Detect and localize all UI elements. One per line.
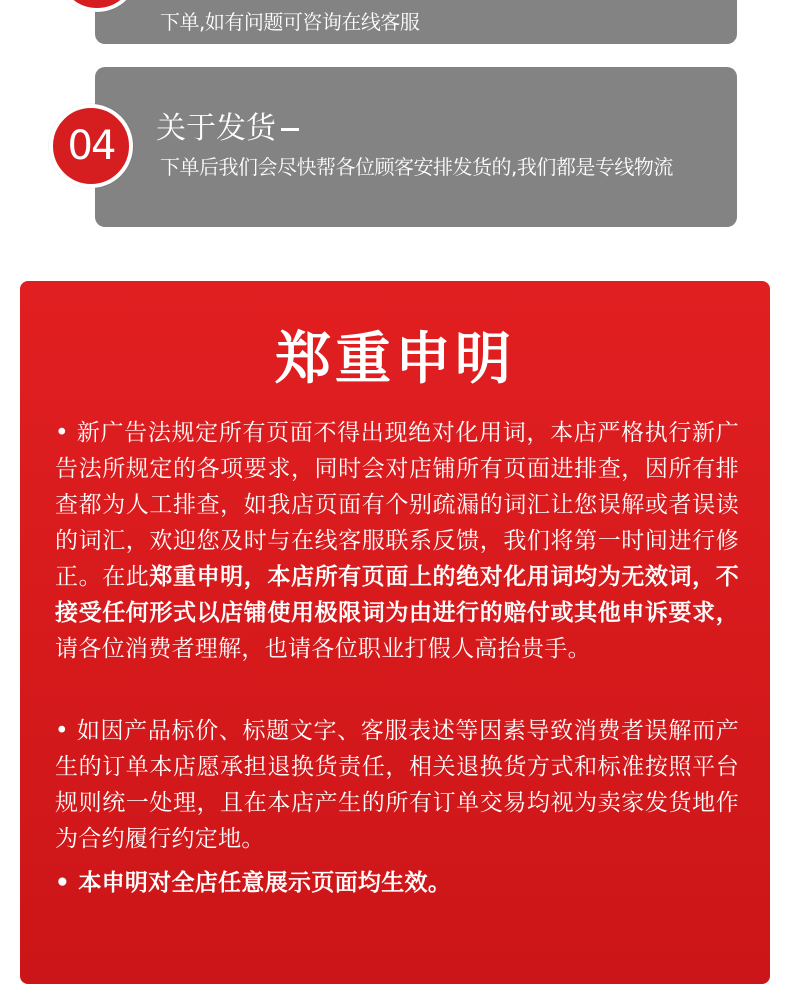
declaration-title: 郑重申明 <box>275 327 515 392</box>
step-card-previous <box>95 0 737 44</box>
title-dash-decoration <box>281 128 299 131</box>
bullet: • <box>55 420 69 446</box>
bullet: • <box>55 870 71 896</box>
declaration-panel <box>20 281 770 984</box>
paragraph-2-text: 如因产品标价、标题文字、客服表述等因素导致消费者误解而产生的订单本店愿承担退换货责任，相关退换货方式和标准按照平台规则统一处理，且在本店产生的所有订单交易均视为卖家发货地作为合约履行约定地。 <box>55 718 739 852</box>
declaration-paragraph-2 <box>55 713 739 857</box>
paragraph-1-text-b: 请各位消费者理解，也请各位职业打假人高抬贵手。 <box>55 636 591 662</box>
step-shipping-number: 04 <box>67 123 115 169</box>
declaration-paragraph-1 <box>55 415 739 667</box>
step-shipping-title: 关于发货 <box>156 111 276 146</box>
step-card-shipping <box>95 67 737 227</box>
step-previous-number <box>59 0 135 8</box>
paragraph-3-text: 本申明对全店任意展示页面均生效。 <box>78 870 452 896</box>
paragraph-1-bold-text: 郑重申明，本店所有页面上的绝对化用词均为无效词，不接受任何形式以店铺使用极限词为由进行的赔付或其他申诉要求， <box>55 564 740 626</box>
declaration-paragraph-3 <box>55 865 739 901</box>
bullet: • <box>55 718 69 744</box>
step-shipping-badge <box>49 104 133 188</box>
step-previous-text: 下单,如有问题可咨询在线客服 <box>160 10 420 34</box>
paragraph-1-text-a: 新广告法规定所有页面不得出现绝对化用词，本店严格执行新广告法所规定的各项要求，同时会对店铺所有页面进排查，因所有排查都为人工排查，如我店页面有个别疏漏的词汇让您误解或者误读的词汇，欢迎您及时与在线客服联系反馈，我们将第一时间进行修正。在此 <box>55 420 739 590</box>
step-shipping-text: 下单后我们会尽快帮各位顾客安排发货的,我们都是专线物流 <box>160 155 673 179</box>
